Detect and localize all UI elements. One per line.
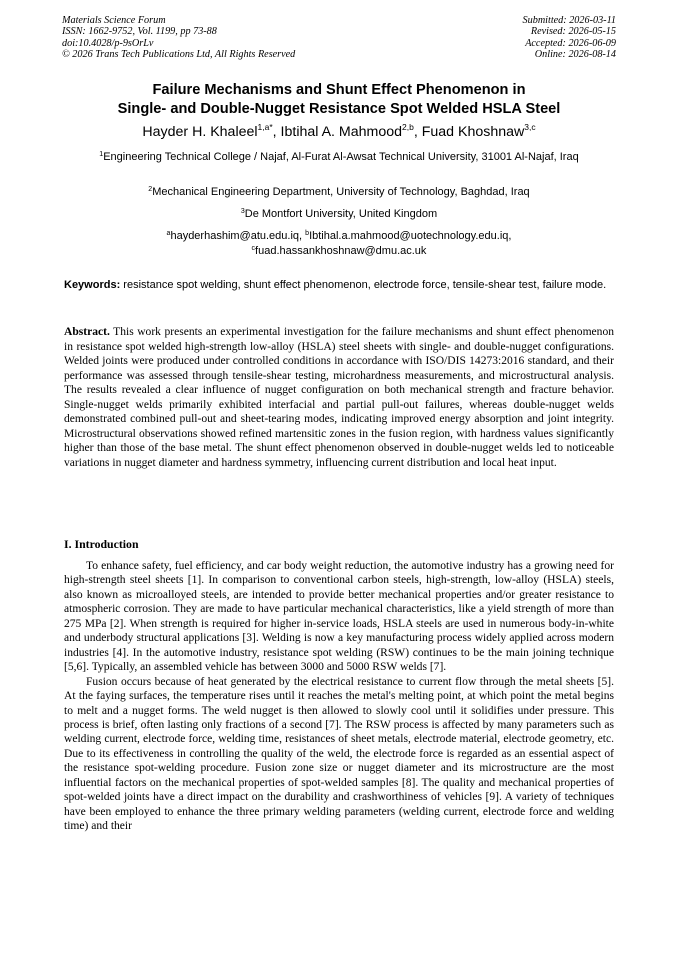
online-date: Online: 2026-08-14 xyxy=(534,49,616,61)
keywords-label: Keywords: xyxy=(64,279,121,291)
title-line-2: Single- and Double-Nugget Resistance Spot Welded HSLA Steel xyxy=(117,100,561,117)
author-2-affil: 2,b xyxy=(402,122,414,132)
dates-meta xyxy=(523,15,616,61)
affiliation-1-marker: 1 xyxy=(99,151,104,158)
introduction-body xyxy=(64,559,614,834)
paragraph: Fusion occurs because of heat generated by the electrical resistance to current flow through the metal sheets [5]. At the faying surfaces, the temperature rises until it reaches the metal's melting point, at which point the metal begins to melt and a nugget forms. The weld nugget is then allowed to slowly cool until it solidifies under pressure. This process is brief, often lasting only fractions of a second [7]. The RSW process is affected by many parameters such as welding current, electrode force, welding time, resistances of sheet metals, electrode material, electrode geometry, etc. Due to its effectiveness in controlling the quality of the weld, the electrode force is regarded as an essential aspect of the resistance spot-welding procedure. Fusion zone size or nugget diameter and its microstructure are the most influential factors on the mechanical properties of spot-welded samples [8]. The quality and mechanical properties of spot-welded joints have a direct impact on the durability and crashworthiness of vehicles [9]. A variety of techniques have been employed to enhance the three primary welding parameters (welding current, electrode force and welding time) and their xyxy=(64,675,614,833)
section-heading-introduction: I. Introduction xyxy=(64,537,139,551)
submitted-date: Submitted: 2026-03-11 xyxy=(522,15,616,26)
paragraph: To enhance safety, fuel efficiency, and car body weight reduction, the automotive industry has a growing need for high-strength steel sheets [1]. In comparison to conventional carbon steels, high-strength, low-alloy (HSLA) steels, also known as microalloyed steels, are intended to provide better mechanical properties and/or greater resistance to atmospheric corrosion. They are made to have particular mechanical characteristics, like a yield strength of more than 275 MPa [2]. When strength is required for higher in-service loads, HSLA steels are used in numerous body-in-white and underbody structural applications [3]. Welding is now a key manufacturing process widely applied across modern industries [4]. In the automotive industry, resistance spot welding (RSW) continues to be the main joining technique [5,6]. Typically, an assembled vehicle has between 3000 and 5000 RSW welds [7]. xyxy=(64,560,614,674)
email-a-marker: a xyxy=(166,230,171,237)
title-line-1: Failure Mechanisms and Shunt Effect Phenomenon in xyxy=(152,82,526,98)
affiliation-2 xyxy=(64,185,614,200)
doi[interactable]: doi:10.4028/p-9sOrLv xyxy=(62,37,154,49)
affiliation-1-text: Engineering Technical College / Najaf, Al-Furat Al-Awsat Technical University, 31001 Al-Najaf, Iraq xyxy=(103,151,579,163)
author-list xyxy=(40,123,638,141)
author-separator: , xyxy=(272,124,281,140)
copyright: © 2026 Trans Tech Publications Ltd, All Rights Reserved xyxy=(62,49,296,61)
affiliation-3-marker: 3 xyxy=(240,208,245,215)
journal-name: Materials Science Forum xyxy=(62,15,166,26)
paper-title xyxy=(40,81,638,118)
abstract-text: This work presents an experimental investigation for the failure mechanisms and shunt effect phenomenon in resistance spot welded high-strength low-alloy (HSLA) steel sheets with single- and double-nugget configurations. Welded joints were produced under controlled conditions in accordance with ISO/DIS 14273:2016 standard, and their performance was assessed through tensile-shear testing, microhardness measurements, and microstructural analysis. The results revealed a clear influence of nugget configuration on both mechanical strength and fracture behavior. Single-nugget welds primarily exhibited interfacial and partial pull-out failures, whereas double-nugget welds demonstrated combined pull-out and sheet-tearing modes, indicating improved energy absorption and joint integrity. Microstructural observations showed refined martensitic zones in the fusion region, with hardness values significantly higher than those of the base metal. The shunt effect phenomenon observed in double-nugget welds led to noticeable variations in nugget diameter and hardness symmetry, influencing current distribution and local heat input. xyxy=(64,326,614,469)
affiliation-3 xyxy=(64,207,614,222)
author-separator: , xyxy=(413,124,422,140)
abstract xyxy=(64,325,614,470)
accepted-date: Accepted: 2026-06-09 xyxy=(525,37,616,49)
email-a[interactable]: hayderhashim@atu.edu.iq, xyxy=(170,230,306,242)
email-c[interactable]: fuad.hassankhoshnaw@dmu.ac.uk xyxy=(255,244,427,257)
keywords-text: resistance spot welding, shunt effect phenomenon, electrode force, tensile-shear test, failure mode. xyxy=(120,279,607,291)
email-c-marker: c xyxy=(251,244,256,252)
author-3-affil: 3,c xyxy=(524,122,536,132)
affiliation-2-text: Mechanical Engineering Department, University of Technology, Baghdad, Iraq xyxy=(152,186,530,198)
author-3: Fuad Khoshnaw xyxy=(421,124,525,140)
affiliation-2-marker: 2 xyxy=(148,186,153,193)
author-2: Ibtihal A. Mahmood xyxy=(280,124,402,140)
revised-date: Revised: 2026-05-15 xyxy=(530,26,616,38)
email-b-marker: b xyxy=(305,230,310,237)
keywords xyxy=(64,278,614,293)
email-b[interactable]: Ibtihal.a.mahmood@uotechnology.edu.iq, xyxy=(309,230,512,242)
abstract-label: Abstract. xyxy=(64,326,110,338)
email-list xyxy=(64,229,614,258)
author-1: Hayder H. Khaleel xyxy=(142,124,258,140)
journal-meta xyxy=(62,15,295,61)
affiliation-3-text: De Montfort University, United Kingdom xyxy=(244,208,438,220)
issn: ISSN: 1662-9752, Vol. 1199, pp 73-88 xyxy=(62,26,217,38)
author-1-affil: 1,a* xyxy=(257,122,273,132)
affiliation-1 xyxy=(64,150,614,165)
